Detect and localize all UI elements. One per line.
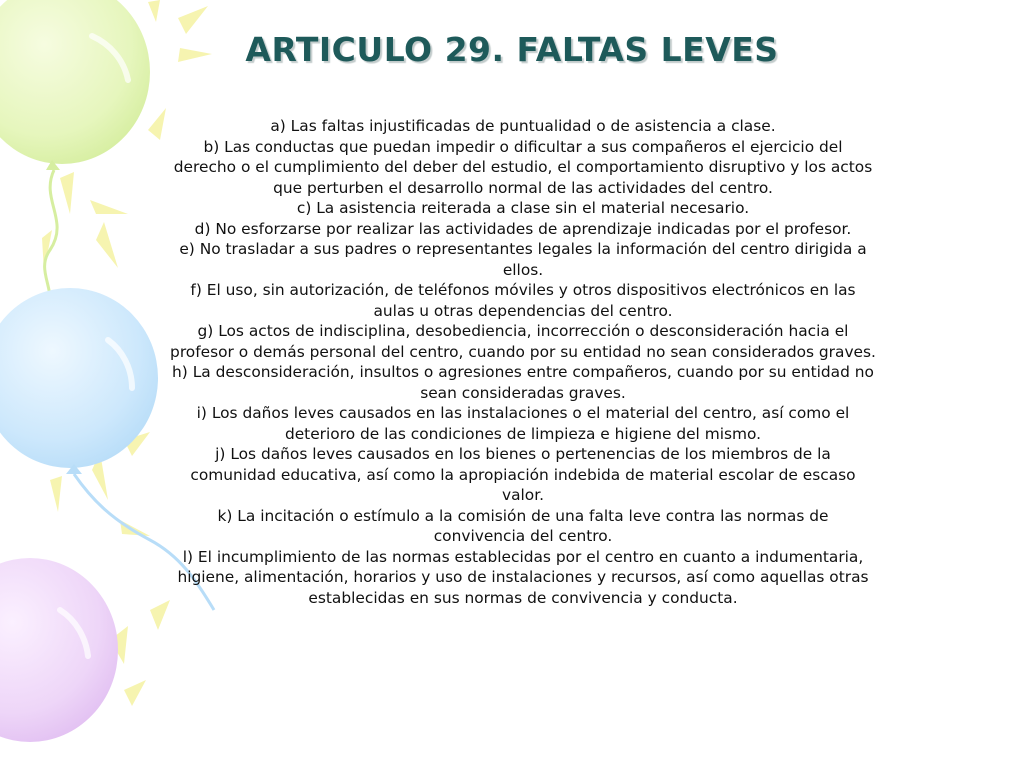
list-item: g) Los actos de indisciplina, desobediencia, incorrección o desconsideración hacia el profesor o demás personal del centro, cuando por su entidad no sean considerados graves.: [170, 322, 876, 361]
list-item: h) La desconsideración, insultos o agresiones entre compañeros, cuando por su entidad no sean consideradas graves.: [172, 363, 874, 402]
purple-balloon: [0, 558, 118, 742]
list-item: k) La incitación o estímulo a la comisión de una falta leve contra las normas de convivencia del centro.: [217, 506, 829, 545]
list-item: b) Las conductas que puedan impedir o dificultar a sus compañeros el ejercicio del derecho o el cumplimiento del deber del estudio, el comportamiento disruptivo y los actos que perturben el desarrollo normal de las actividades del centro.: [173, 137, 873, 197]
article-body: [170, 116, 876, 608]
list-item: i) Los daños leves causados en las instalaciones o el material del centro, así como el deterioro de las condiciones de limpieza e higiene del mismo.: [196, 404, 850, 443]
list-item: c) La asistencia reiterada a clase sin el material necesario.: [296, 199, 750, 217]
slide-title: ARTICULO 29. FALTAS LEVES: [245, 30, 779, 69]
list-item: d) No esforzarse por realizar las actividades de aprendizaje indicadas por el profesor.: [194, 219, 852, 238]
list-item: f) El uso, sin autorización, de teléfonos móviles y otros dispositivos electrónicos en las aulas u otras dependencias del centro.: [190, 281, 856, 320]
list-item: j) Los daños leves causados en los bienes o pertenencias de los miembros de la comunidad educativa, así como la apropiación indebida de material escolar de escaso valor.: [190, 445, 856, 504]
list-item: l) El incumplimiento de las normas establecidas por el centro en cuanto a indumentaria, higiene, alimentación, horarios y uso de instalaciones y recursos, así como aquellas otras establecidas en sus normas de convivencia y conducta.: [177, 547, 869, 607]
list-item: a) Las faltas injustificadas de puntualidad o de asistencia a clase.: [270, 117, 776, 135]
list-item: e) No trasladar a sus padres o representantes legales la información del centro dirigida a ellos.: [179, 240, 867, 279]
